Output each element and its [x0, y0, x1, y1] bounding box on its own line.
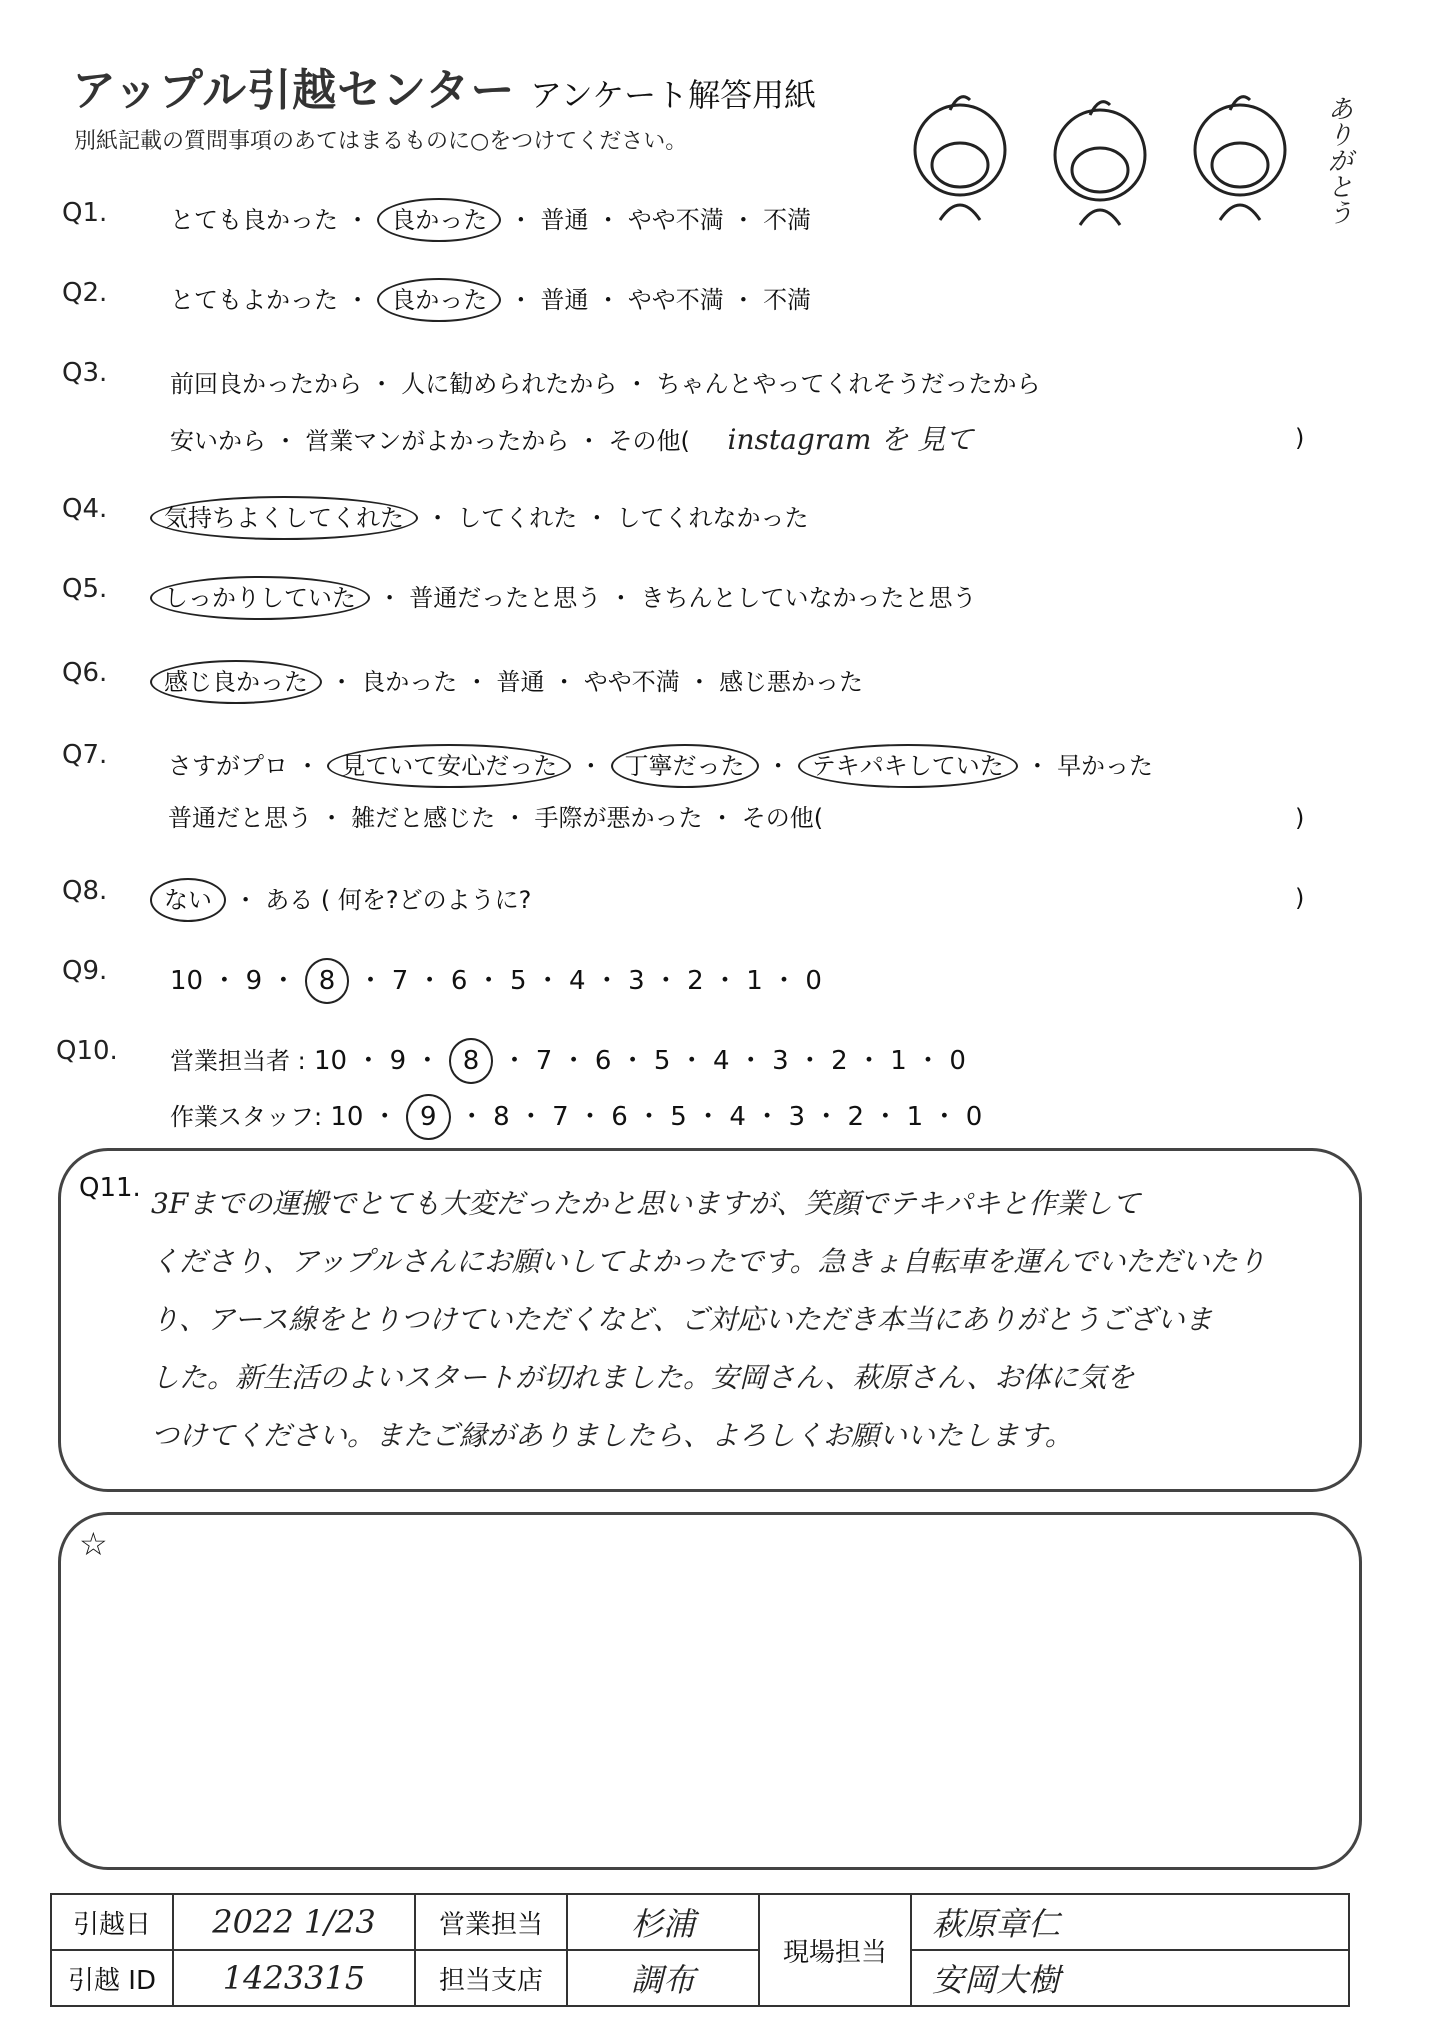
- option[interactable]: その他(: [608, 427, 690, 455]
- option-selected[interactable]: テキパキしていた: [798, 744, 1018, 788]
- option[interactable]: 人に勧められたから: [401, 370, 618, 398]
- q6-options: 感じ良かった ・ 良かった ・ 普通 ・ やや不満 ・ 感じ悪かった: [150, 662, 863, 697]
- scale-value[interactable]: 7: [391, 966, 409, 996]
- scale-value[interactable]: 10: [313, 1046, 348, 1076]
- move-id-label: 引越 ID: [51, 1950, 173, 2006]
- option[interactable]: 不満: [763, 286, 812, 314]
- option[interactable]: きちんとしていなかったと思う: [640, 584, 977, 612]
- option-selected[interactable]: 気持ちよくしてくれた: [150, 496, 418, 540]
- option[interactable]: やや不満: [627, 206, 724, 234]
- option-selected[interactable]: しっかりしていた: [150, 576, 370, 620]
- scale-value[interactable]: 6: [594, 1046, 612, 1076]
- scale-value[interactable]: 5: [509, 966, 527, 996]
- option[interactable]: 普通: [540, 206, 589, 234]
- scale-value[interactable]: 1: [746, 966, 763, 996]
- scale-value-selected[interactable]: 8: [305, 958, 350, 1004]
- scale-value[interactable]: 10: [170, 966, 204, 996]
- q3-other-handwritten: instagram を 見て: [727, 423, 974, 456]
- scale-value[interactable]: 9: [245, 966, 263, 996]
- q3-options-line2: 安いから ・ 営業マンがよかったから ・ その他( instagram を 見て: [170, 423, 974, 456]
- star-comment-box[interactable]: [58, 1512, 1362, 1870]
- q8-close-paren: ): [1295, 884, 1305, 912]
- option[interactable]: 普通: [496, 668, 545, 696]
- scale-value[interactable]: 3: [788, 1102, 805, 1132]
- option[interactable]: 普通だったと思う: [409, 584, 602, 612]
- q11-comment-box[interactable]: [58, 1148, 1362, 1492]
- q10-label: Q10.: [56, 1036, 118, 1066]
- q2-options: とてもよかった ・ 良かった ・ 普通 ・ やや不満 ・ 不満: [170, 280, 811, 315]
- q11-label: Q11.: [79, 1173, 141, 1203]
- option[interactable]: さすがプロ: [168, 752, 288, 780]
- q8-options: ない ・ ある ( 何を?どのように?: [150, 880, 531, 915]
- scale-value[interactable]: 0: [805, 966, 822, 996]
- option[interactable]: やや不満: [583, 668, 680, 696]
- option[interactable]: してくれた: [457, 504, 578, 532]
- scale-value-selected[interactable]: 9: [406, 1094, 451, 1140]
- thanks-note: ありがとう: [1323, 95, 1353, 225]
- branch-label: 担当支店: [415, 1950, 567, 2006]
- scale-value-selected[interactable]: 8: [449, 1038, 494, 1084]
- company-name: アップル引越センター: [72, 65, 516, 116]
- option[interactable]: 前回良かったから: [170, 370, 362, 398]
- q1-options: とても良かった ・ 良かった ・ 普通 ・ やや不満 ・ 不満: [170, 200, 811, 235]
- option[interactable]: 良かった: [361, 668, 458, 696]
- option[interactable]: その他(: [741, 804, 824, 832]
- option[interactable]: 雑だと感じた: [351, 804, 496, 832]
- scale-value[interactable]: 6: [611, 1102, 628, 1132]
- form-title: アンケート解答用紙: [530, 76, 817, 114]
- q1-label: Q1.: [62, 198, 108, 228]
- option[interactable]: 普通: [540, 286, 589, 314]
- scale-value[interactable]: 4: [713, 1046, 730, 1076]
- branch-value: 調布: [567, 1950, 759, 2006]
- q7-options-line2: 普通だと思う ・ 雑だと感じた ・ 手際が悪かった ・ その他(: [168, 804, 824, 832]
- option-selected[interactable]: 感じ良かった: [150, 660, 322, 704]
- sales-rep-value: 杉浦: [567, 1894, 759, 1950]
- move-date-value: 2022 1/23: [173, 1894, 415, 1950]
- q3-close-paren: ): [1295, 424, 1305, 452]
- scale-value[interactable]: 8: [493, 1102, 510, 1132]
- option-selected[interactable]: ない: [150, 878, 226, 922]
- option[interactable]: 早かった: [1057, 752, 1154, 780]
- scale-value[interactable]: 0: [965, 1102, 983, 1132]
- scale-value[interactable]: 3: [772, 1046, 789, 1076]
- scale-value[interactable]: 2: [847, 1102, 865, 1132]
- site-staff-value-2: 安岡大樹: [911, 1950, 1349, 2006]
- scale-value[interactable]: 1: [906, 1102, 924, 1132]
- scale-value[interactable]: 10: [330, 1102, 364, 1132]
- scale-value[interactable]: 2: [687, 966, 704, 996]
- scale-value[interactable]: 5: [653, 1046, 671, 1076]
- scale-value[interactable]: 7: [552, 1102, 569, 1132]
- instructions: 別紙記載の質問事項のあてはまるものに○をつけてください。: [74, 129, 688, 154]
- scale-value[interactable]: 4: [729, 1102, 746, 1132]
- sales-rep-label: 営業担当: [415, 1894, 567, 1950]
- option[interactable]: してくれなかった: [616, 504, 809, 532]
- scale-value[interactable]: 9: [389, 1046, 407, 1076]
- site-staff-value-1: 萩原章仁: [911, 1894, 1349, 1950]
- q9-scale: 10 ・ 9 ・ 8 ・ 7 ・ 6 ・ 5 ・ 4 ・ 3 ・ 2 ・ 1 ・ 0: [170, 960, 822, 997]
- scale-value[interactable]: 5: [670, 1102, 687, 1132]
- q10-sales-label: 営業担当者 :: [170, 1047, 306, 1075]
- comment-line: つけてください。またご縁がありましたら、よろしくお願いいたします。: [151, 1419, 1073, 1452]
- q10-staff-label: 作業スタッフ:: [170, 1103, 323, 1131]
- q2-label: Q2.: [62, 278, 108, 308]
- q7-label: Q7.: [62, 740, 108, 770]
- comment-line: くださり、アップルさんにお願いしてよかったです。急きょ自転車を運んでいただいたり: [151, 1245, 1266, 1278]
- q4-options: 気持ちよくしてくれた ・ してくれた ・ してくれなかった: [150, 498, 809, 533]
- scale-value[interactable]: 0: [949, 1046, 966, 1076]
- scale-value[interactable]: 3: [628, 966, 645, 996]
- scale-value[interactable]: 1: [890, 1046, 907, 1076]
- comment-line: 3Fまでの運搬でとても大変だったかと思いますが、笑顔でテキパキと作業して: [151, 1187, 1141, 1220]
- scale-value[interactable]: 6: [450, 966, 468, 996]
- option[interactable]: 普通だと思う: [168, 804, 312, 832]
- option[interactable]: やや不満: [627, 286, 724, 314]
- monkey-mascots-illustration: [890, 70, 1310, 240]
- scale-value[interactable]: 2: [831, 1046, 848, 1076]
- q3-options-line1: 前回良かったから ・ 人に勧められたから ・ ちゃんとやってくれそうだったから: [170, 370, 1041, 398]
- footer-info-table: [50, 1893, 1350, 2007]
- option[interactable]: 安いから: [170, 427, 266, 455]
- move-id-value: 1423315: [173, 1950, 415, 2006]
- option[interactable]: 営業マンがよかったから: [305, 427, 570, 455]
- option[interactable]: とてもよかった: [170, 286, 338, 314]
- option-selected[interactable]: 見ていて安心だった: [327, 744, 571, 788]
- q10-staff-scale: 作業スタッフ: 10 ・ 9 ・ 8 ・ 7 ・ 6 ・ 5 ・ 4 ・ 3 ・ 2 ・ 1 ・ 0: [170, 1096, 982, 1133]
- scale-value[interactable]: 7: [535, 1046, 553, 1076]
- q4-label: Q4.: [62, 494, 108, 524]
- option[interactable]: とても良かった: [170, 206, 338, 234]
- site-staff-label: 現場担当: [759, 1894, 911, 2006]
- q6-label: Q6.: [62, 658, 108, 688]
- q10-sales-scale: 営業担当者 : 10 ・ 9 ・ 8 ・ 7 ・ 6 ・ 5 ・ 4 ・ 3 ・ 2 ・ 1 ・ 0: [170, 1040, 966, 1077]
- option[interactable]: 手際が悪かった: [534, 804, 703, 832]
- option[interactable]: ちゃんとやってくれそうだったから: [656, 370, 1041, 398]
- option[interactable]: 不満: [763, 206, 812, 234]
- option[interactable]: ある ( 何を?どのように?: [265, 886, 532, 914]
- option-selected[interactable]: 良かった: [377, 198, 501, 242]
- comment-line: した。新生活のよいスタートが切れました。安岡さん、萩原さん、お体に気を: [151, 1361, 1135, 1394]
- option-selected[interactable]: 丁寧だった: [611, 744, 759, 788]
- q11-handwritten-comment: [151, 1175, 1266, 1465]
- q5-label: Q5.: [62, 574, 108, 604]
- q9-label: Q9.: [62, 956, 108, 986]
- option[interactable]: 感じ悪かった: [719, 668, 864, 696]
- comment-line: り、アース線をとりつけていただくなど、ご対応いただき本当にありがとうございま: [151, 1303, 1213, 1336]
- scale-value[interactable]: 4: [569, 966, 586, 996]
- q5-options: しっかりしていた ・ 普通だったと思う ・ きちんとしていなかったと思う: [150, 578, 977, 613]
- q3-label: Q3.: [62, 358, 108, 388]
- star-icon: ☆: [79, 1525, 108, 1563]
- q7-options-line1: さすがプロ ・ 見ていて安心だった ・ 丁寧だった ・ テキパキしていた ・ 早かった: [168, 746, 1153, 781]
- q8-label: Q8.: [62, 876, 108, 906]
- q7-close-paren: ): [1295, 804, 1305, 832]
- move-date-label: 引越日: [51, 1894, 173, 1950]
- option-selected[interactable]: 良かった: [377, 278, 501, 322]
